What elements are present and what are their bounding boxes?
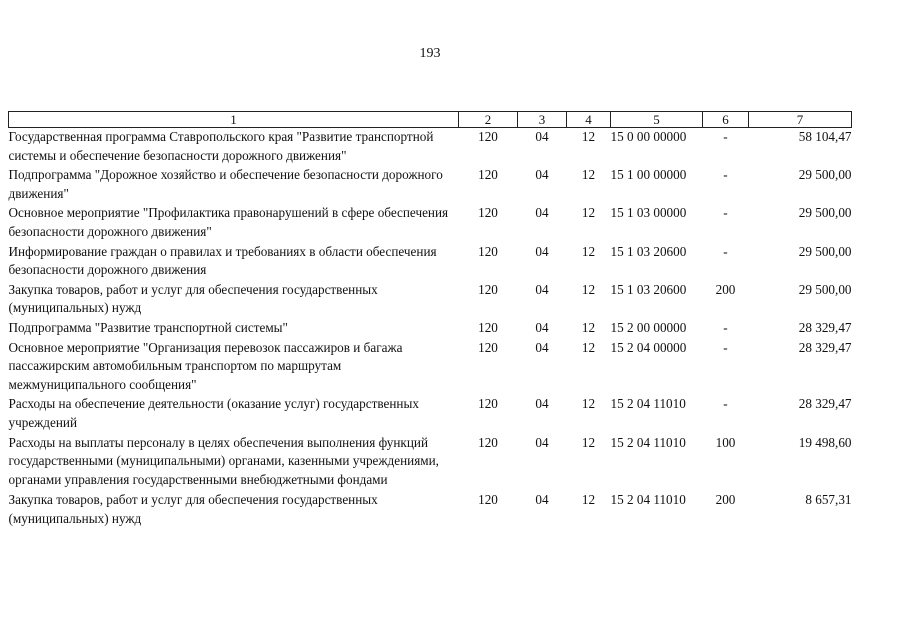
row-subsection-code: 12	[581, 339, 596, 355]
row-target-code: 15 2 04 11010	[610, 492, 686, 508]
row-section-code: 04	[535, 167, 549, 183]
row-expense-type: 200	[715, 281, 736, 297]
row-section-code: 04	[535, 205, 549, 221]
row-expense-type: -	[723, 205, 728, 221]
row-subsection-code: 12	[581, 167, 596, 183]
row-ministry-code: 120	[478, 167, 498, 183]
row-expense-type: -	[723, 129, 728, 144]
row-name: Подпрограмма "Дорожное хозяйство и обеспечение безопасности дорожного движения"	[8, 167, 443, 201]
row-subsection-code: 12	[581, 129, 596, 144]
row-name: Расходы на обеспечение деятельности (оказание услуг) государственных учреждений	[8, 396, 419, 430]
row-name: Закупка товаров, работ и услуг для обеспечения государственных (муниципальных) нужд	[8, 492, 378, 526]
row-section-code: 04	[535, 129, 549, 144]
row-subsection-code: 12	[581, 492, 596, 508]
row-ministry-code: 120	[478, 281, 498, 297]
row-name: Информирование граждан о правилах и требованиях в области обеспечения безопасности дорожного движения	[8, 243, 437, 278]
row-subsection-code: 12	[581, 243, 596, 259]
table-row	[9, 319, 852, 339]
row-section-code: 04	[535, 492, 549, 508]
column-header-3: 3	[518, 112, 567, 128]
row-amount: 29 500,00	[798, 281, 852, 297]
row-section-code: 04	[535, 281, 549, 297]
row-ministry-code: 120	[478, 205, 498, 221]
row-target-code: 15 2 04 00000	[610, 339, 687, 355]
column-header-4: 4	[567, 112, 611, 128]
row-section-code: 04	[535, 434, 549, 450]
row-expense-type: 100	[715, 434, 736, 450]
row-name: Основное мероприятие "Организация перевозок пассажиров и багажа пассажирским автомобильным транспортом по маршрутам межмуниципального сообщения"	[8, 339, 403, 392]
row-name: Расходы на выплаты персоналу в целях обеспечения выполнения функций государственными (муниципальными) органами, казенными учреждениями, органами управления государственными внебюджетными фондами	[8, 434, 439, 487]
row-subsection-code: 12	[581, 281, 596, 297]
row-amount: 28 329,47	[798, 396, 852, 412]
row-section-code: 04	[535, 339, 549, 355]
row-ministry-code: 120	[478, 434, 498, 450]
row-ministry-code: 120	[478, 243, 498, 259]
row-expense-type: -	[723, 167, 728, 183]
row-amount: 29 500,00	[798, 243, 852, 259]
row-section-code: 04	[535, 396, 549, 412]
row-section-code: 04	[535, 243, 549, 259]
budget-table	[8, 111, 852, 529]
row-name: Закупка товаров, работ и услуг для обеспечения государственных (муниципальных) нужд	[8, 281, 378, 316]
row-target-code: 15 1 03 20600	[610, 243, 687, 259]
table-row	[9, 339, 852, 396]
row-amount: 19 498,60	[798, 434, 852, 450]
row-amount: 58 104,47	[798, 129, 852, 144]
row-amount: 28 329,47	[798, 339, 852, 355]
row-amount: 29 500,00	[798, 167, 852, 183]
row-name: Государственная программа Ставропольского края "Развитие транспортной системы и обеспечение безопасности дорожного движения"	[8, 129, 434, 163]
row-ministry-code: 120	[478, 319, 498, 335]
row-subsection-code: 12	[581, 396, 596, 412]
row-target-code: 15 2 04 11010	[610, 396, 686, 412]
row-ministry-code: 120	[478, 339, 498, 355]
page-number: 193	[419, 46, 441, 61]
row-target-code: 15 2 04 11010	[610, 434, 686, 450]
row-name: Подпрограмма "Развитие транспортной системы"	[8, 319, 288, 335]
row-name: Основное мероприятие "Профилактика правонарушений в сфере обеспечения безопасности дорожного движения"	[8, 205, 449, 239]
row-ministry-code: 120	[478, 129, 498, 144]
row-ministry-code: 120	[478, 492, 498, 508]
table-row	[9, 281, 852, 319]
row-subsection-code: 12	[581, 205, 596, 221]
column-header-1: 1	[9, 112, 459, 128]
table-row	[9, 491, 852, 529]
column-header-2: 2	[459, 112, 518, 128]
row-expense-type: 200	[715, 492, 736, 508]
row-target-code: 15 1 03 20600	[610, 281, 687, 297]
row-amount: 29 500,00	[798, 205, 852, 221]
row-amount: 28 329,47	[798, 319, 852, 335]
table-row	[9, 434, 852, 492]
row-expense-type: -	[723, 396, 728, 412]
row-amount: 8 657,31	[805, 492, 852, 508]
row-expense-type: -	[723, 319, 728, 335]
header-row	[9, 112, 852, 128]
row-subsection-code: 12	[581, 319, 596, 335]
row-subsection-code: 12	[581, 434, 596, 450]
table-row	[9, 395, 852, 433]
table-row	[9, 128, 852, 167]
row-target-code: 15 2 00 00000	[610, 319, 687, 335]
table-row	[9, 166, 852, 204]
column-header-5: 5	[611, 112, 703, 128]
column-header-6: 6	[703, 112, 749, 128]
row-ministry-code: 120	[478, 396, 498, 412]
row-expense-type: -	[723, 339, 728, 355]
row-target-code: 15 1 03 00000	[610, 205, 687, 221]
row-target-code: 15 0 00 00000	[610, 129, 687, 144]
row-target-code: 15 1 00 00000	[610, 167, 687, 183]
row-section-code: 04	[535, 319, 549, 335]
column-header-7: 7	[749, 112, 852, 128]
row-expense-type: -	[723, 243, 728, 259]
table-row	[9, 204, 852, 242]
table-row	[9, 243, 852, 281]
